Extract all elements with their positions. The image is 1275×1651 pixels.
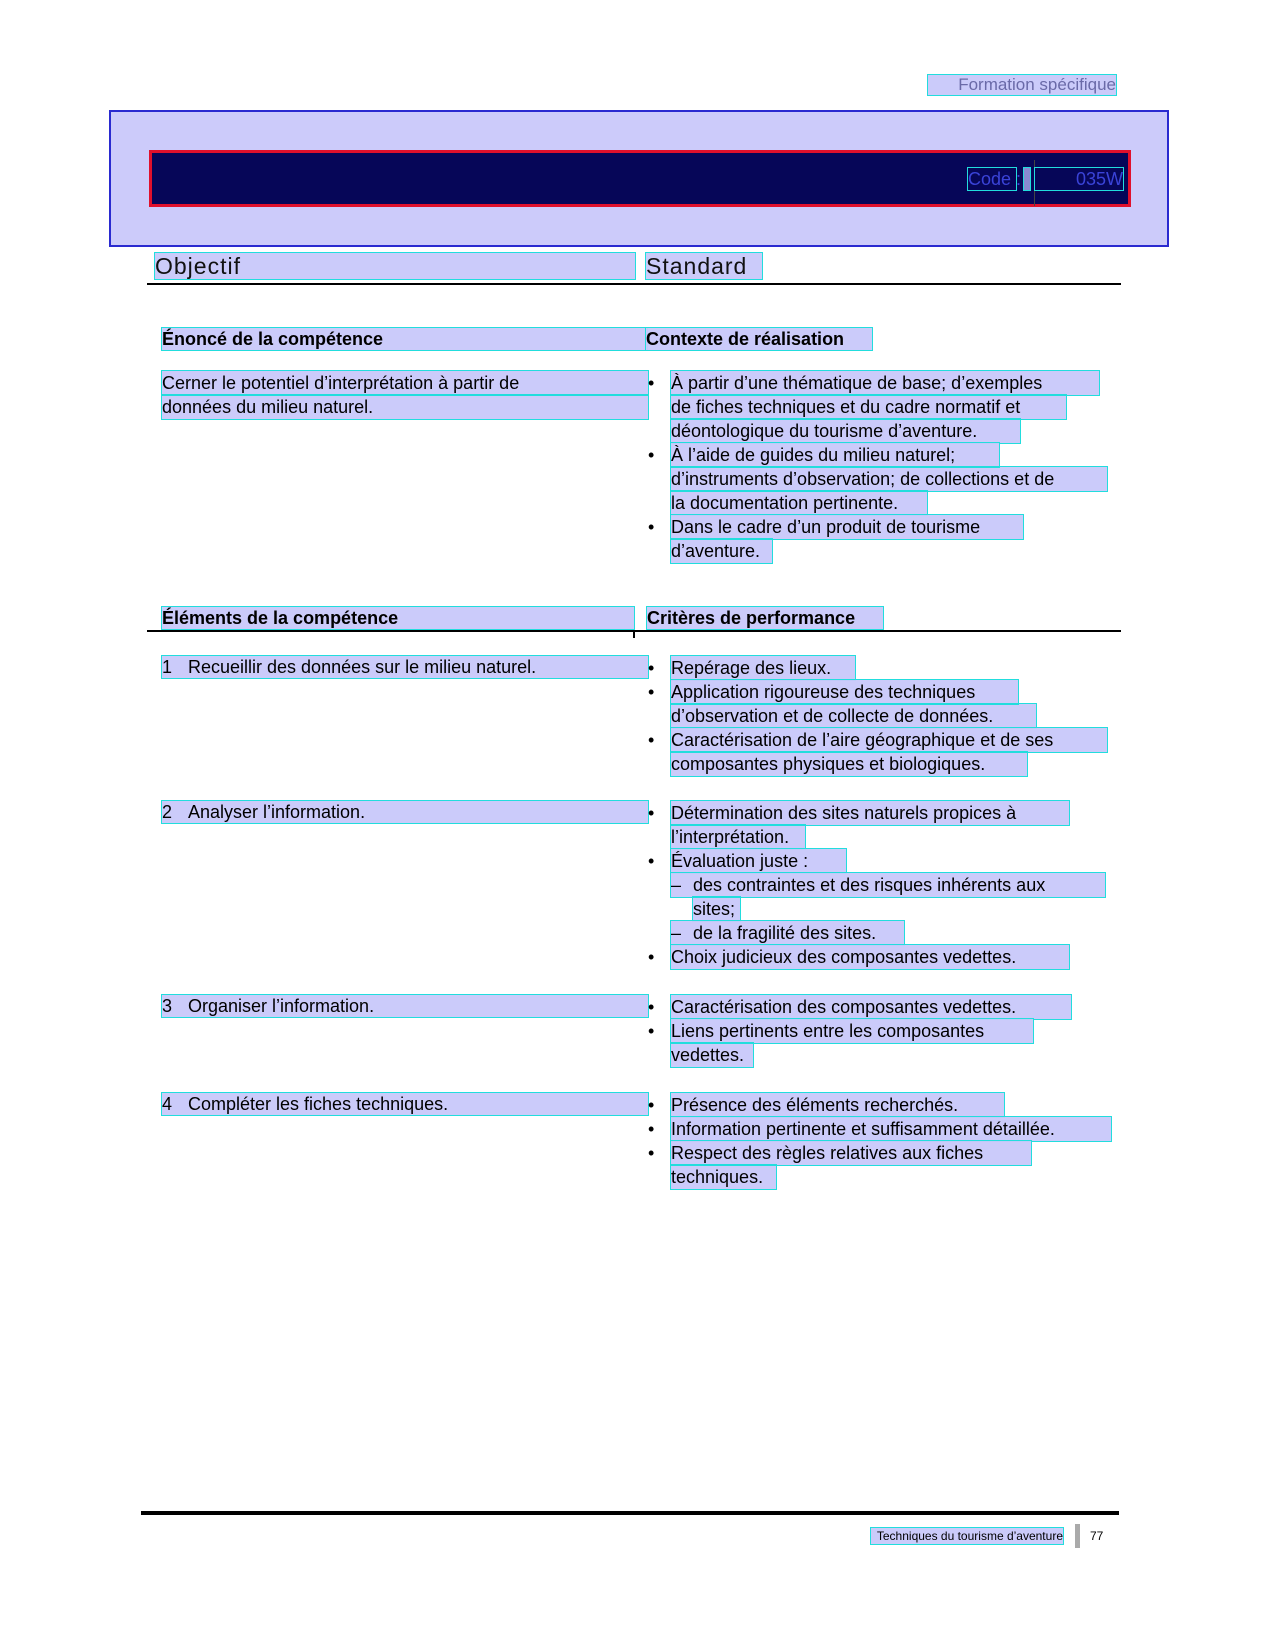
element-number: 1 <box>162 657 173 677</box>
critere-line: vedettes. <box>671 1043 753 1067</box>
critere-item <box>648 1093 1108 1117</box>
critere-item <box>648 945 1108 969</box>
critere-line: – des contraintes et des risques inhérents aux <box>671 873 1105 897</box>
critere-item <box>648 801 1108 849</box>
critere-item <box>648 656 1108 680</box>
contexte-item <box>648 443 1108 515</box>
critere-line: • Respect des règles relatives aux fiches <box>671 1141 1031 1165</box>
footer-separator <box>1075 1524 1080 1548</box>
critere-line: techniques. <box>671 1165 776 1189</box>
contexte-line: d’instruments d’observation; de collections et de <box>671 467 1107 491</box>
critere-subitem <box>648 921 1108 945</box>
element-item <box>162 995 648 1017</box>
code-separator <box>1024 168 1030 190</box>
element-label: Recueillir des données sur le milieu naturel. <box>188 657 537 677</box>
contexte-line: de fiches techniques et du cadre normatif et <box>671 395 1066 419</box>
criteres-group <box>648 656 1108 776</box>
critere-item <box>648 995 1108 1019</box>
element-number: 2 <box>162 802 173 822</box>
code-label: Code : <box>968 169 1022 189</box>
contexte-line: • À partir d’une thématique de base; d’exemples <box>671 371 1099 395</box>
criteres-group <box>648 995 1108 1067</box>
critere-subitem <box>648 873 1108 921</box>
code-value: 035W <box>1035 168 1123 190</box>
critere-line: • Application rigoureuse des techniques <box>671 680 1018 704</box>
enonce-title: Énoncé de la compétence <box>162 328 647 350</box>
critere-line: • Information pertinente et suffisamment détaillée. <box>671 1117 1111 1141</box>
footer-page-number: 77 <box>1090 1529 1104 1543</box>
contexte-line: • À l’aide de guides du milieu naturel; <box>671 443 999 467</box>
contexte-line: la documentation pertinente. <box>671 491 927 515</box>
critere-item <box>648 1141 1108 1189</box>
element-item <box>162 656 648 678</box>
contexte-line: • Dans le cadre d’un produit de tourisme <box>671 515 1023 539</box>
formation-label: Formation spécifique <box>928 75 1116 95</box>
contexte-item <box>648 371 1108 443</box>
contexte-line: déontologique du tourisme d’aventure. <box>671 419 1020 443</box>
elements-rule-tick <box>633 630 635 638</box>
critere-line: sites; <box>693 897 740 921</box>
elements-title: Éléments de la compétence <box>162 607 634 629</box>
enonce-line: Cerner le potentiel d’interprétation à partir de <box>162 371 648 395</box>
critere-line: • Présence des éléments recherchés. <box>671 1093 1004 1117</box>
critere-line: composantes physiques et biologiques. <box>671 752 1027 776</box>
critere-line: • Liens pertinents entre les composantes <box>671 1019 1033 1043</box>
element-item <box>162 1093 648 1115</box>
element-item <box>162 801 648 823</box>
critere-line: • Caractérisation des composantes vedettes. <box>671 995 1071 1019</box>
contexte-line: d’aventure. <box>671 539 772 563</box>
critere-item <box>648 1117 1108 1141</box>
element-label: Compléter les fiches techniques. <box>188 1094 449 1114</box>
enonce-text <box>162 371 648 419</box>
element-label: Analyser l’information. <box>188 802 366 822</box>
critere-line: • Caractérisation de l’aire géographique et de ses <box>671 728 1107 752</box>
critere-line: – de la fragilité des sites. <box>671 921 904 945</box>
critere-line: l’interprétation. <box>671 825 805 849</box>
critere-line: • Repérage des lieux. <box>671 656 855 680</box>
criteres-group <box>648 801 1108 969</box>
critere-line: • Choix judicieux des composantes vedettes. <box>671 945 1069 969</box>
contexte-list <box>648 371 1108 563</box>
critere-item <box>648 680 1108 728</box>
element-number: 4 <box>162 1094 173 1114</box>
critere-item <box>648 849 1108 873</box>
contexte-item <box>648 515 1108 563</box>
critere-item <box>648 1019 1108 1067</box>
element-number: 3 <box>162 996 173 1016</box>
criteres-title: Critères de performance <box>647 607 883 629</box>
critere-line: • Détermination des sites naturels propices à <box>671 801 1069 825</box>
objectif-rule <box>147 283 1121 285</box>
critere-item <box>648 728 1108 776</box>
section-standard: Standard <box>646 253 762 279</box>
element-label: Organiser l’information. <box>188 996 375 1016</box>
enonce-line: données du milieu naturel. <box>162 395 648 419</box>
section-objectif: Objectif <box>155 253 635 279</box>
critere-line: • Évaluation juste : <box>671 849 846 873</box>
criteres-group <box>648 1093 1108 1189</box>
contexte-title: Contexte de réalisation <box>646 328 872 350</box>
critere-line: d’observation et de collecte de données. <box>671 704 1036 728</box>
footer-rule <box>141 1511 1119 1515</box>
footer-title: Techniques du tourisme d’aventure <box>871 1528 1063 1544</box>
